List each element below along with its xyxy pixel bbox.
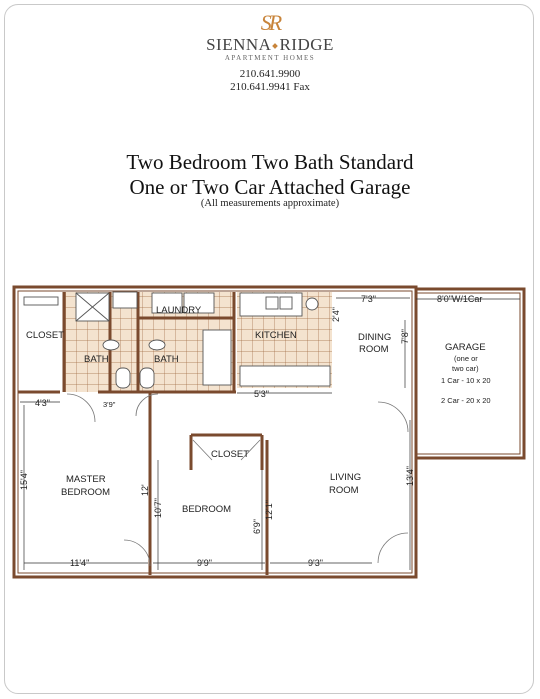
garage-option-2: two car) [452,364,479,373]
room-label-bath1: BATH [84,354,109,365]
logo-monogram: SR [260,10,280,35]
room-label-dining-2: ROOM [359,344,389,355]
room-label-laundry: LAUNDRY [156,305,202,316]
room-label-closet-center: CLOSET [211,449,250,460]
dim-kitchen-width: 5'3" [254,389,269,399]
room-label-master-2: BEDROOM [61,487,111,498]
room-label-dining-1: DINING [358,332,392,343]
plan-note: (All measurements approximate) [200,198,340,209]
logo-name-right: RIDGE [279,35,334,54]
garage-option-1: (one or [454,354,478,363]
logo-name-left: SIENNA [206,35,272,54]
garage-2car: 2 Car - 20 x 20 [441,396,491,405]
dim-living-width: 9'3" [308,558,323,568]
room-label-closet-left: CLOSET [26,330,65,341]
dim-living-depth: 13'4" [405,466,415,486]
room-label-living-1: LIVING [330,472,362,483]
room-label-bath2: BATH [154,354,179,365]
fax-number: 210.641.9941 Fax [230,81,310,93]
dim-master-width: 11'4" [70,558,90,568]
dim-bedroom-closet: 6'9" [252,519,262,534]
dim-dining-width: 7'3" [361,294,376,304]
dim-dining-depth: 7'8" [400,329,410,344]
garage-1car: 1 Car - 10 x 20 [441,376,491,385]
plan-title-line1: Two Bedroom Two Bath Standard [126,150,414,174]
dim-hall-door: 3'9" [103,400,116,409]
dim-living-inner: 12'1" [264,500,274,520]
room-label-living-2: ROOM [329,485,359,496]
dim-master-depth: 15'4" [19,470,29,490]
plan-title-line2: One or Two Car Attached Garage [129,175,411,199]
dim-hall-width: 4'3" [35,398,50,408]
dim-master-inner: 12' [140,484,150,496]
phone-number: 210.641.9900 [239,68,301,80]
room-label-master-1: MASTER [66,474,106,485]
logo-tagline: APARTMENT HOMES [224,54,316,62]
dim-kitchen-depth: 2'4" [331,307,341,322]
dim-bedroom-width: 9'9" [197,558,212,568]
dim-bedroom-depth: 10'7" [153,498,163,518]
dim-garage-width: 8'0"W/1Car [437,294,483,304]
room-label-garage: GARAGE [445,342,486,353]
room-label-kitchen: KITCHEN [255,330,297,341]
room-label-bedroom: BEDROOM [182,504,232,515]
